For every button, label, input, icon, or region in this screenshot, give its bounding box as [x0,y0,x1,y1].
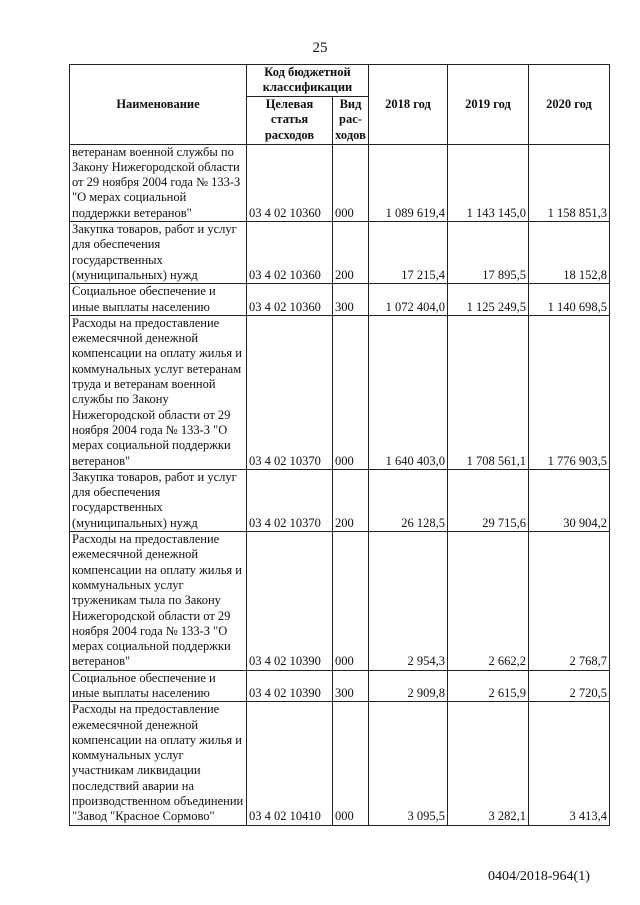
table-row [70,702,610,825]
row-2020: 18 152,8 [529,222,610,284]
row-target-article: 03 4 02 10410 [247,702,333,825]
row-expense-type: 000 [333,532,369,671]
header-2020: 2020 год [529,65,610,145]
row-target-article: 03 4 02 10360 [247,284,333,316]
row-2019: 29 715,6 [448,469,529,531]
row-2020: 30 904,2 [529,469,610,531]
row-2019: 2 662,2 [448,532,529,671]
row-2019: 2 615,9 [448,670,529,702]
row-expense-type: 300 [333,670,369,702]
row-2019: 1 125 249,5 [448,284,529,316]
header-2019: 2019 год [448,65,529,145]
row-2020: 2 768,7 [529,532,610,671]
row-2018: 2 954,3 [369,532,448,671]
row-target-article: 03 4 02 10370 [247,315,333,469]
row-expense-type: 000 [333,702,369,825]
row-name: Расходы на предоставление ежемесячной денежной компенсации на оплату жилья и коммунальных услуг участникам ликвидации последствий аварии на производственном объединении "Завод "Красное Сормово" [70,702,247,825]
row-2018: 26 128,5 [369,469,448,531]
row-2018: 1 089 619,4 [369,144,448,221]
header-2018: 2018 год [369,65,448,145]
row-expense-type: 000 [333,315,369,469]
table-header [70,65,610,145]
row-expense-type: 200 [333,469,369,531]
row-2019: 1 708 561,1 [448,315,529,469]
row-2019: 1 143 145,0 [448,144,529,221]
table-row [70,315,610,469]
row-name: Закупка товаров, работ и услуг для обеспечения государственных (муниципальных) нужд [70,222,247,284]
table-row [70,532,610,671]
row-expense-type: 200 [333,222,369,284]
row-target-article: 03 4 02 10390 [247,670,333,702]
row-2018: 1 640 403,0 [369,315,448,469]
table-row [70,670,610,702]
header-budget-code: Код бюджетной классификации [247,65,369,97]
header-expense-type: Вид рас- ходов [333,96,369,144]
row-2019: 3 282,1 [448,702,529,825]
header-target-article: Целевая статья расходов [247,96,333,144]
row-2020: 3 413,4 [529,702,610,825]
header-name: Наименование [70,65,247,145]
row-2019: 17 895,5 [448,222,529,284]
row-2020: 1 140 698,5 [529,284,610,316]
table-row [70,222,610,284]
document-number: 0404/2018-964(1) [488,869,590,884]
table-row [70,469,610,531]
row-2018: 3 095,5 [369,702,448,825]
row-target-article: 03 4 02 10360 [247,222,333,284]
row-2020: 1 776 903,5 [529,315,610,469]
table-row [70,284,610,316]
row-name: Расходы на предоставление ежемесячной денежной компенсации на оплату жилья и коммунальных услуг ветеранам труда и ветеранам военной службы по Закону Нижегородской области от 29 ноября 2004 года № 133-З "О мерах социальной поддержки ветеранов" [70,315,247,469]
row-expense-type: 000 [333,144,369,221]
row-2018: 17 215,4 [369,222,448,284]
row-target-article: 03 4 02 10360 [247,144,333,221]
row-name: Расходы на предоставление ежемесячной денежной компенсации на оплату жилья и коммунальных услуг труженикам тыла по Закону Нижегородской области от 29 ноября 2004 года № 133-З "О мерах социальной поддержки ветеранов" [70,532,247,671]
row-2020: 2 720,5 [529,670,610,702]
row-target-article: 03 4 02 10370 [247,469,333,531]
row-name: ветеранам военной службы по Закону Нижегородской области от 29 ноября 2004 года № 133-З "О мерах социальной поддержки ветеранов" [70,144,247,221]
row-expense-type: 300 [333,284,369,316]
row-name: Закупка товаров, работ и услуг для обеспечения государственных (муниципальных) нужд [70,469,247,531]
row-2018: 2 909,8 [369,670,448,702]
table-body [70,144,610,825]
table-row [70,144,610,221]
row-2018: 1 072 404,0 [369,284,448,316]
row-2020: 1 158 851,3 [529,144,610,221]
row-target-article: 03 4 02 10390 [247,532,333,671]
page-number: 25 [312,40,328,56]
row-name: Социальное обеспечение и иные выплаты населению [70,670,247,702]
budget-table [69,64,610,826]
row-name: Социальное обеспечение и иные выплаты населению [70,284,247,316]
